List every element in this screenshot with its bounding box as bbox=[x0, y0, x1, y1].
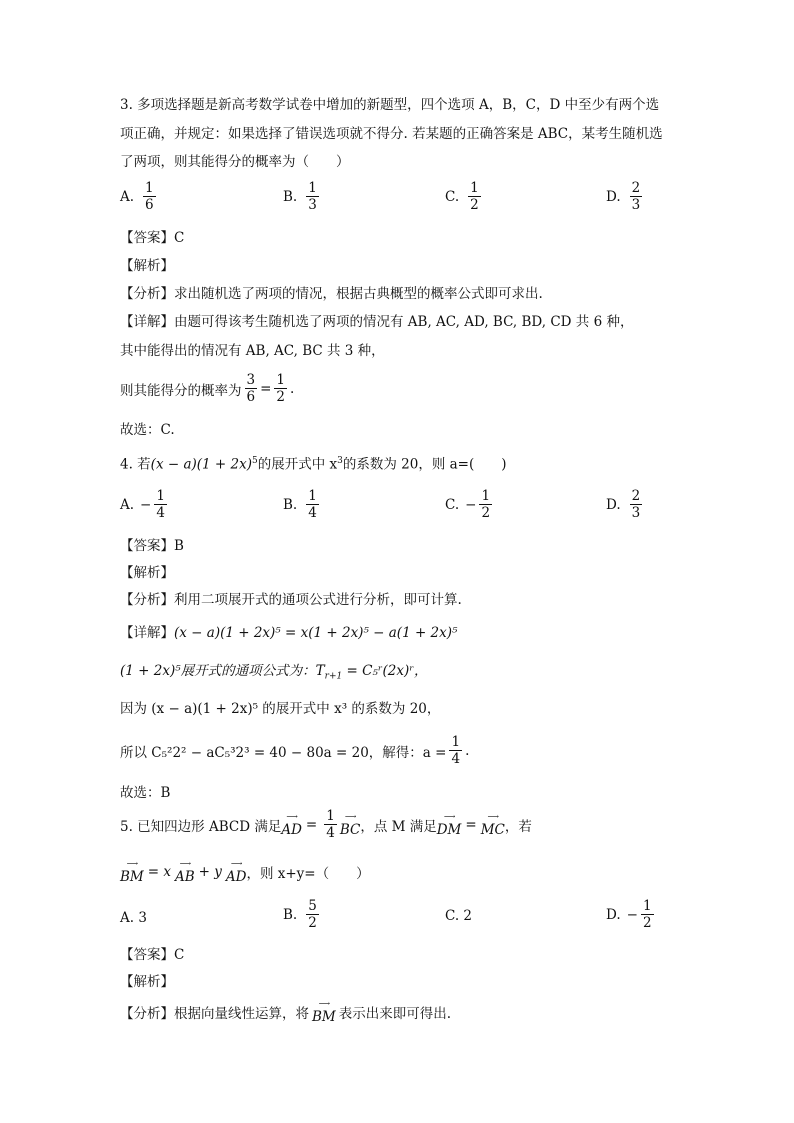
q3-line2: 其中能得出的情况有 AB, AC, BC 共 3 种， bbox=[120, 343, 385, 359]
q3-fenxi: 【分析】求出随机选了两项的情况，根据古典概型的概率公式即可求出. bbox=[120, 286, 543, 302]
q4-option-c: C. − $\frac{1}{2}$ bbox=[445, 488, 491, 521]
q5-option-c: C. 2 bbox=[445, 908, 473, 924]
q3-answer: 【答案】C bbox=[120, 230, 185, 246]
q4-tongxiang: (1 + 2x)⁵展开式的通项公式为：$T_{r+1}$ = C₅ʳ(2x)ʳ， bbox=[120, 663, 428, 682]
q3-probability: 则其能得分的概率为 $\frac{3}{6}$ = $\frac{1}{2}$ . bbox=[120, 372, 295, 405]
q3-xiangjie: 【详解】由题可得该考生随机选了两项的情况有 AB, AC, AD, BC, BD, CD 共 6 种， bbox=[120, 314, 634, 330]
q4-option-b: B. $\frac{1}{4}$ bbox=[283, 488, 317, 521]
q4-option-a: A. − $\frac{1}{4}$ bbox=[120, 488, 165, 521]
q5-answer: 【答案】C bbox=[120, 947, 185, 963]
q5-jiexi: 【解析】 bbox=[120, 974, 174, 990]
q4-suoyi: 所以 C₅²2² − aC₅³2³ = 40 − 80a = 20，解得：a = $\frac{1}{4}$ . bbox=[120, 734, 470, 767]
q4-xiangjie: 【详解】(x − a)(1 + 2x)⁵ = x(1 + 2x)⁵ − a(1 + 2x)⁵ bbox=[120, 625, 458, 641]
q5-option-d: D. − $\frac{1}{2}$ bbox=[606, 898, 652, 931]
q3-option-c: C. $\frac{1}{2}$ bbox=[445, 180, 479, 213]
q4-option-d: D. $\frac{2}{3}$ bbox=[606, 488, 641, 521]
q4-stem: 4. 若$(x - a)(1 + 2x)^5$的展开式中 $x^3$的系数为 20，则 a=( ) bbox=[120, 456, 507, 473]
q4-fenxi: 【分析】利用二项展开式的通项公式进行分析，即可计算. bbox=[120, 592, 462, 608]
q3-option-d: D. $\frac{2}{3}$ bbox=[606, 180, 641, 213]
q4-yinwei: 因为 (x − a)(1 + 2x)⁵ 的展开式中 x³ 的系数为 20， bbox=[120, 701, 441, 717]
q5-fenxi: 【分析】根据向量线性运算，将 ⟶ BM 表示出来即可得出. bbox=[120, 999, 452, 1025]
q5-stem-line2: ⟶ BM = x ⟶ AB + y ⟶ AD ，则 x+y=（ ） bbox=[120, 859, 370, 885]
q3-stem-line2: 项正确，并规定：如果选择了错误选项就不得分. 若某题的正确答案是 ABC，某考生随机选 bbox=[120, 126, 663, 142]
q3-stem-line1: 3. 多项选择题是新高考数学试卷中增加的新题型，四个选项 A，B，C，D 中至少有两个选 bbox=[120, 97, 660, 113]
q5-stem-line1: 5. 已知四边形 ABCD 满足 ⟶ AD = $\frac{1}{4}$ ⟶ BC ，点 M 满足 ⟶ DM = ⟶ MC ，若 bbox=[120, 808, 532, 841]
q3-option-b: B. $\frac{1}{3}$ bbox=[283, 180, 317, 213]
q4-answer: 【答案】B bbox=[120, 538, 184, 554]
q4-jiexi: 【解析】 bbox=[120, 565, 174, 581]
q3-guxuan: 故选：C. bbox=[120, 422, 175, 438]
q3-stem-line3: 了两项，则其能得分的概率为（ ） bbox=[120, 154, 350, 170]
q5-option-a: A. 3 bbox=[120, 910, 147, 926]
q4-guxuan: 故选：B bbox=[120, 785, 171, 801]
q3-option-a: A. $\frac{1}{6}$ bbox=[120, 180, 154, 213]
q3-jiexi: 【解析】 bbox=[120, 258, 174, 274]
q5-option-b: B. $\frac{5}{2}$ bbox=[283, 898, 317, 931]
